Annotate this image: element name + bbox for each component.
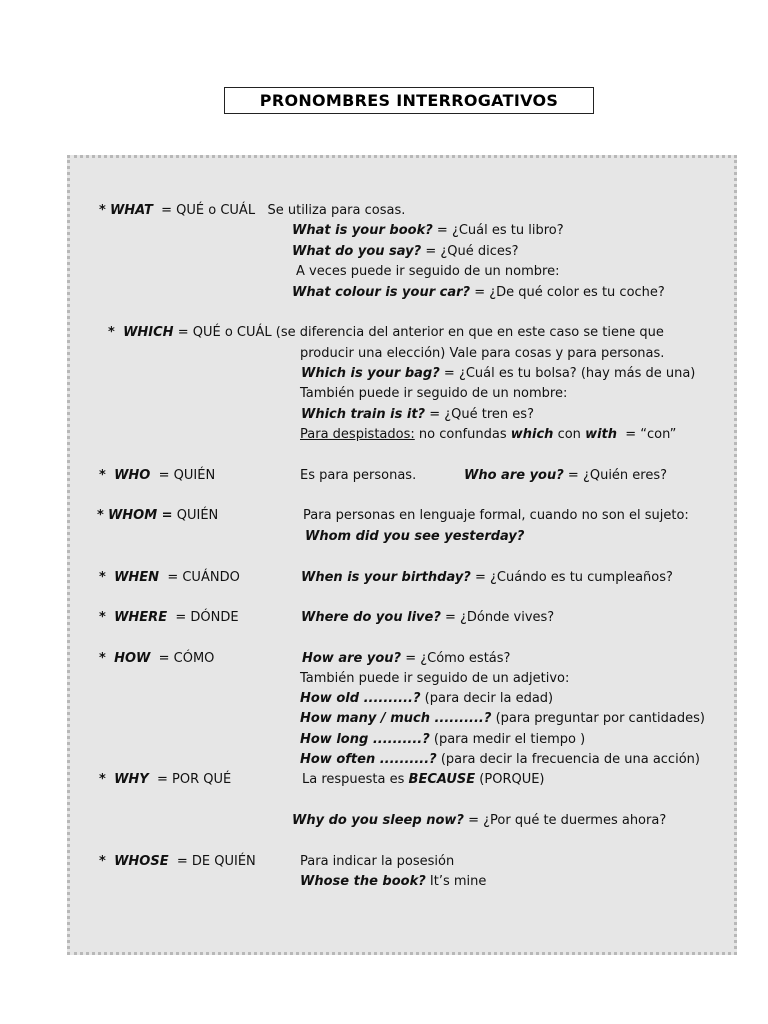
why-description (302, 771, 545, 789)
whose-heading (99, 853, 256, 871)
example-answer: = ¿Qué tren es? (429, 407, 534, 422)
how-meaning: = CÓMO (158, 651, 215, 666)
example-question: Why do you sleep now? (292, 813, 464, 828)
bullet-star: * (108, 325, 115, 340)
bullet-star: * (99, 570, 106, 585)
who-meaning: = QUIÉN (158, 468, 216, 483)
bullet-star: * (99, 854, 106, 869)
bullet-star: * (99, 651, 106, 666)
who-keyword: WHO (114, 468, 151, 483)
where-example (301, 609, 554, 627)
what-heading (99, 202, 405, 220)
example-question: When is your birthday? (301, 570, 471, 585)
example-answer: = ¿De qué color es tu coche? (474, 285, 665, 300)
where-heading (99, 609, 239, 627)
because-word: BECAUSE (408, 772, 476, 787)
when-keyword: WHEN (114, 570, 160, 585)
which-note: También puede ir seguido de un nombre: (300, 386, 568, 401)
example-answer: = ¿Dónde vives? (445, 610, 555, 625)
how-heading (99, 650, 214, 668)
tip-text: no confundas (418, 427, 507, 442)
which-tip (300, 426, 676, 444)
why-heading (99, 771, 231, 789)
example-question: How old ..........? (300, 691, 421, 706)
example-question: What colour is your car? (292, 285, 471, 300)
tip-word-with: with (585, 427, 617, 442)
bullet-star: * (99, 610, 106, 625)
example-question: Which train is it? (301, 407, 426, 422)
example-question: Who are you? (464, 468, 564, 483)
example-question: Whom did you see yesterday? (305, 529, 525, 544)
whose-example (300, 873, 486, 891)
what-example-2 (292, 243, 519, 261)
which-example-1 (301, 365, 695, 383)
how-keyword: HOW (114, 651, 151, 666)
example-answer: = ¿Qué dices? (425, 244, 519, 259)
when-heading (99, 569, 240, 587)
how-example (302, 650, 510, 668)
example-answer: = ¿Cómo estás? (405, 651, 511, 666)
why-example (292, 812, 666, 830)
whom-meaning: QUIÉN (176, 508, 219, 523)
tip-word-which: which (510, 427, 554, 442)
how-sub-4 (300, 751, 700, 769)
what-keyword: WHAT (109, 203, 153, 218)
why-keyword: WHY (114, 772, 149, 787)
whom-example (305, 528, 524, 546)
example-answer: (para decir la frecuencia de una acción) (440, 752, 700, 767)
bullet-star: * (99, 772, 106, 787)
what-description: Se utiliza para cosas. (267, 203, 406, 218)
example-question: How often ..........? (300, 752, 437, 767)
when-example (301, 569, 673, 587)
content-panel (67, 155, 737, 955)
example-question: What do you say? (292, 244, 422, 259)
whose-keyword: WHOSE (114, 854, 169, 869)
whom-keyword: WHOM = (107, 508, 173, 523)
example-answer: = ¿Quién eres? (567, 468, 668, 483)
which-keyword: WHICH (123, 325, 174, 340)
example-answer: = ¿Por qué te duermes ahora? (468, 813, 667, 828)
example-answer: (para medir el tiempo ) (433, 732, 586, 747)
bullet-star: * (99, 468, 106, 483)
tip-text: con (557, 427, 581, 442)
tip-text: = “con” (625, 427, 677, 442)
example-question: Where do you live? (301, 610, 441, 625)
bullet-star: * (97, 508, 104, 523)
which-meaning: = QUÉ o CUÁL (se diferencia del anterior en que en este caso se tiene que (177, 325, 664, 340)
example-question: What is your book? (292, 223, 433, 238)
example-answer: It’s mine (429, 874, 487, 889)
what-meaning: = QUÉ o CUÁL (161, 203, 256, 218)
who-description: Es para personas. (300, 468, 417, 483)
example-answer: = ¿Cuál es tu bolsa? (hay más de una) (443, 366, 696, 381)
when-meaning: = CUÁNDO (167, 570, 240, 585)
who-heading (99, 467, 215, 485)
how-sub-1 (300, 690, 553, 708)
whom-description: Para personas en lenguaje formal, cuando no son el sujeto: (303, 508, 689, 523)
whose-meaning: = DE QUIÉN (176, 854, 256, 869)
whose-description: Para indicar la posesión (300, 854, 455, 869)
why-text: La respuesta es (302, 772, 405, 787)
where-meaning: = DÓNDE (175, 610, 239, 625)
example-answer: = ¿Cuándo es tu cumpleaños? (475, 570, 673, 585)
who-example (464, 467, 667, 485)
example-answer: = ¿Cuál es tu libro? (436, 223, 564, 238)
which-example-2 (301, 406, 534, 424)
what-note: A veces puede ir seguido de un nombre: (296, 264, 560, 279)
what-example-1 (292, 222, 564, 240)
which-heading (108, 324, 664, 342)
example-question: How many / much ..........? (300, 711, 492, 726)
page-title: PRONOMBRES INTERROGATIVOS (224, 87, 594, 114)
example-answer: (para decir la edad) (424, 691, 554, 706)
how-note: También puede ir seguido de un adjetivo: (300, 671, 570, 686)
tip-label: Para despistados: (300, 427, 415, 442)
whom-heading (97, 507, 218, 525)
which-description: producir una elección) Vale para cosas y para personas. (300, 346, 665, 361)
example-question: Which is your bag? (301, 366, 440, 381)
what-example-3 (292, 284, 665, 302)
how-sub-3 (300, 731, 585, 749)
example-question: Whose the book? (300, 874, 426, 889)
example-answer: (para preguntar por cantidades) (495, 711, 705, 726)
bullet-star: * (99, 203, 106, 218)
porque-word: (PORQUE) (479, 772, 545, 787)
example-question: How are you? (302, 651, 402, 666)
where-keyword: WHERE (114, 610, 168, 625)
example-question: How long ..........? (300, 732, 430, 747)
how-sub-2 (300, 710, 705, 728)
why-meaning: = POR QUÉ (156, 772, 232, 787)
